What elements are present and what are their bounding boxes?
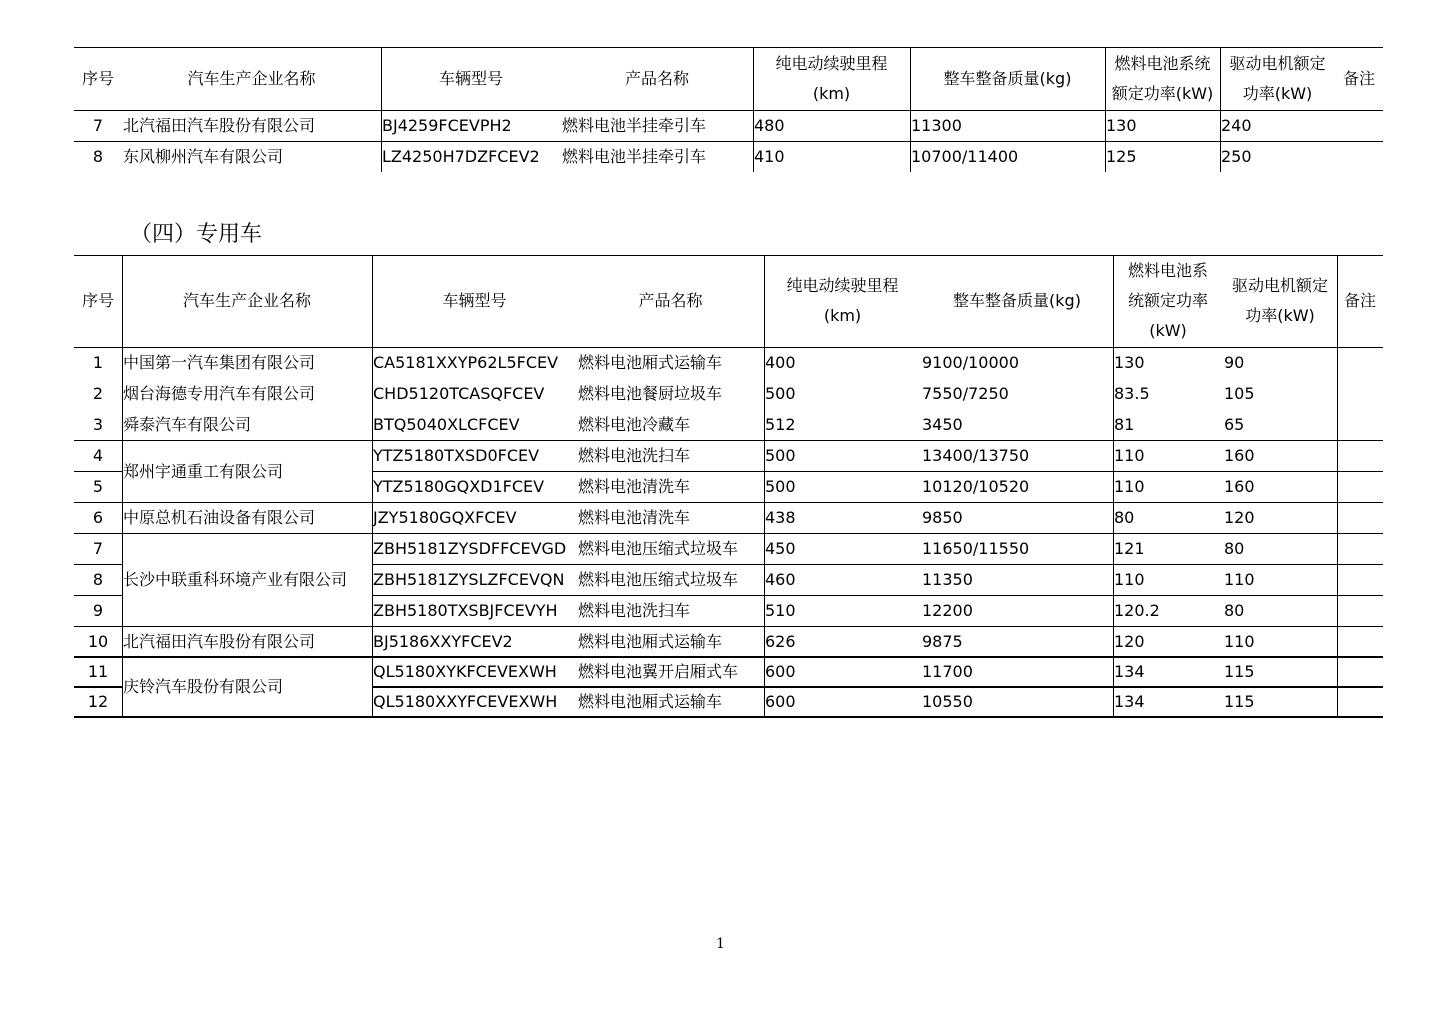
cell-remark [1337,472,1383,502]
cell-product: 燃料电池半挂牵引车 [562,116,707,135]
cell-range: 500 [765,477,796,496]
table-row [74,565,1383,595]
cell-seq: 7 [92,116,104,135]
cell-range: 626 [765,631,796,651]
cell-remark [1337,627,1383,656]
cell-mass: 11350 [922,570,973,589]
header-fc-power [1105,47,1220,110]
cell-fc-power: 83.5 [1114,384,1150,403]
cell-motor-power: 65 [1224,415,1245,434]
cell-seq: 8 [92,147,104,166]
cell-company: 北汽福田汽车股份有限公司 [123,116,316,135]
header-fc-line3: (kW) [1149,321,1187,340]
cell-motor-power: 90 [1224,353,1245,372]
cell-model: BJ4259FCEVPH2 [382,116,512,135]
cell-remark [1337,596,1383,626]
cell-seq: 4 [92,446,104,465]
table-row [74,379,1383,409]
cell-seq: 2 [92,384,104,403]
cell-motor-power: 160 [1224,477,1255,496]
cell-mass: 10120/10520 [922,477,1030,496]
cell-product: 燃料电池厢式运输车 [578,692,723,711]
cell-company-merged: 庆铃汽车股份有限公司 [123,677,284,696]
table-row [74,472,1383,502]
cell-product: 燃料电池餐厨垃圾车 [578,384,723,403]
header-fc-line2: 统额定功率 [1127,291,1208,310]
header-seq: 序号 [81,68,114,88]
cell-fc-power: 110 [1114,446,1145,465]
header-motor-line1: 驱动电机额定 [1229,53,1326,73]
cell-model: CHD5120TCASQFCEV [373,384,545,403]
cell-model: JZY5180GQXFCEV [373,508,517,527]
cell-mass: 9100/10000 [922,353,1020,372]
cell-fc-power: 120 [1114,631,1145,651]
table-row [74,111,1383,141]
cell-fc-power: 130 [1106,116,1137,135]
cell-remark [1337,410,1383,440]
header-mass: 整车整备质量(kg) [943,68,1072,88]
cell-company: 东风柳州汽车有限公司 [123,147,284,166]
cell-range: 480 [754,116,785,135]
header-motor-line2: 功率(kW) [1242,83,1313,103]
header-motor-power [1223,255,1337,347]
header-range-line1: 纯电动续驶里程 [775,53,888,73]
cell-mass: 7550/7250 [922,384,1009,403]
cell-motor-power: 160 [1224,446,1255,465]
table-row [74,658,1383,686]
cell-model: ZBH5180TXSBJFCEVYH [373,601,558,620]
cell-motor-power: 240 [1221,116,1252,135]
cell-model: CA5181XXYP62L5FCEV [373,353,559,372]
cell-range: 438 [765,508,796,527]
cell-remark [1337,658,1383,686]
cell-range: 410 [754,147,785,166]
cell-mass: 9850 [922,508,963,527]
cell-fc-power: 121 [1114,539,1145,558]
cell-seq: 6 [92,508,104,527]
table-row [74,348,1383,378]
cell-range: 510 [765,601,796,620]
cell-model: QL5180XYKFCEVEXWH [373,662,557,681]
cell-fc-power: 80 [1114,508,1135,527]
cell-fc-power: 110 [1114,570,1145,589]
cell-range: 460 [765,570,796,589]
cell-range: 500 [765,446,796,465]
cell-motor-power: 250 [1221,147,1252,166]
cell-mass: 12200 [922,601,973,620]
table-header-row [74,255,1383,347]
cell-model: ZBH5181ZYSLZFCEVQN [373,570,565,589]
cell-product: 燃料电池清洗车 [578,477,691,496]
cell-seq: 10 [87,631,109,651]
cell-company: 中原总机石油设备有限公司 [123,508,316,527]
header-seq: 序号 [81,291,114,310]
cell-seq: 7 [92,539,104,558]
table-header-row [74,47,1383,110]
cell-product: 燃料电池半挂牵引车 [562,147,707,166]
cell-remark [1337,565,1383,595]
cell-model: YTZ5180GQXD1FCEV [373,477,545,496]
cell-product: 燃料电池厢式运输车 [578,631,723,651]
cell-seq: 12 [87,692,109,711]
cell-range: 450 [765,539,796,558]
cell-range: 500 [765,384,796,403]
cell-model: QL5180XXYFCEVEXWH [373,692,558,711]
cell-product: 燃料电池洗扫车 [578,446,691,465]
cell-company: 烟台海德专用汽车有限公司 [123,384,316,403]
cell-remark [1337,441,1383,471]
header-range-line2: (km) [823,306,862,325]
cell-fc-power: 125 [1106,147,1137,166]
table-row [74,410,1383,440]
header-range [753,47,910,110]
cell-remark [1337,688,1383,716]
cell-company-merged: 长沙中联重科环境产业有限公司 [123,570,348,589]
cell-product: 燃料电池翼开启厢式车 [578,662,739,681]
header-model: 车辆型号 [442,291,507,310]
cell-range: 512 [765,415,796,434]
table-row [74,596,1383,626]
cell-mass: 3450 [922,415,963,434]
header-range-line2: (km) [812,83,851,103]
cell-company: 舜泰汽车有限公司 [123,415,252,434]
cell-motor-power: 80 [1224,601,1245,620]
table-special-vehicles [74,255,1383,718]
cell-model: YTZ5180TXSD0FCEV [373,446,540,465]
cell-mass: 11300 [911,116,962,135]
cell-model: BJ5186XXYFCEV2 [373,631,513,651]
cell-fc-power: 134 [1114,692,1145,711]
cell-mass: 9875 [922,631,963,651]
cell-motor-power: 120 [1224,508,1255,527]
header-range-line1: 纯电动续驶里程 [786,276,899,295]
header-mass: 整车整备质量(kg) [953,291,1081,310]
cell-remark [1337,348,1383,378]
header-model: 车辆型号 [438,68,503,88]
cell-company-merged: 郑州宇通重工有限公司 [123,462,284,481]
cell-product: 燃料电池冷藏车 [578,415,691,434]
table-border [74,716,1383,718]
cell-motor-power: 110 [1224,570,1255,589]
cell-product: 燃料电池厢式运输车 [578,353,723,372]
cell-mass: 10700/11400 [911,147,1019,166]
cell-model: ZBH5181ZYSDFFCEVGD [373,539,567,558]
cell-fc-power: 110 [1114,477,1145,496]
header-motor-line2: 功率(kW) [1245,306,1315,325]
table-row [74,627,1383,656]
cell-remark [1335,142,1383,172]
cell-fc-power: 120.2 [1114,601,1160,620]
cell-fc-power: 81 [1114,415,1135,434]
header-product: 产品名称 [638,291,703,310]
cell-motor-power: 80 [1224,539,1245,558]
cell-mass: 11650/11550 [922,539,1030,558]
cell-fc-power: 134 [1114,662,1145,681]
cell-company: 北汽福田汽车股份有限公司 [123,631,316,651]
cell-mass: 10550 [922,692,973,711]
cell-seq: 1 [92,353,104,372]
header-company: 汽车生产企业名称 [182,291,311,310]
cell-product: 燃料电池压缩式垃圾车 [578,539,739,558]
table-row [74,688,1383,716]
cell-mass: 11700 [922,662,973,681]
cell-seq: 3 [92,415,104,434]
header-fc-line1: 燃料电池系统 [1114,53,1211,73]
page-number: 1 [716,936,725,952]
cell-seq: 11 [87,662,109,681]
cell-motor-power: 110 [1224,631,1255,651]
cell-remark [1337,534,1383,564]
cell-motor-power: 115 [1224,662,1255,681]
cell-range: 400 [765,353,796,372]
cell-seq: 5 [92,477,104,496]
cell-product: 燃料电池压缩式垃圾车 [578,570,739,589]
table-row [74,142,1383,172]
cell-model: LZ4250H7DZFCEV2 [382,147,540,166]
header-remark: 备注 [1342,68,1375,88]
cell-fc-power: 130 [1114,353,1145,372]
header-remark: 备注 [1343,291,1376,310]
table-row [74,503,1383,533]
cell-model: BTQ5040XLCFCEV [373,415,520,434]
cell-motor-power: 115 [1224,692,1255,711]
table-row [74,534,1383,564]
cell-seq: 8 [92,570,104,589]
cell-range: 600 [765,692,796,711]
header-motor-line1: 驱动电机额定 [1231,276,1328,295]
header-fc-power [1113,255,1223,347]
header-range [764,255,921,347]
header-product: 产品名称 [624,68,689,88]
cell-motor-power: 105 [1224,384,1255,403]
cell-product: 燃料电池洗扫车 [578,601,691,620]
cell-remark [1337,379,1383,409]
cell-remark [1335,111,1383,141]
cell-remark [1337,503,1383,533]
header-motor-power [1220,47,1335,110]
header-fc-line2: 额定功率(kW) [1111,83,1214,103]
cell-company: 中国第一汽车集团有限公司 [123,353,316,372]
cell-range: 600 [765,662,796,681]
table-semi-trailer-tractors [74,47,1383,172]
header-company: 汽车生产企业名称 [187,68,316,88]
section-title-special-vehicles: （四）专用车 [130,222,263,247]
header-fc-line1: 燃料电池系 [1127,261,1208,280]
cell-seq: 9 [92,601,104,620]
cell-product: 燃料电池清洗车 [578,508,691,527]
table-row [74,441,1383,471]
cell-mass: 13400/13750 [922,446,1030,465]
